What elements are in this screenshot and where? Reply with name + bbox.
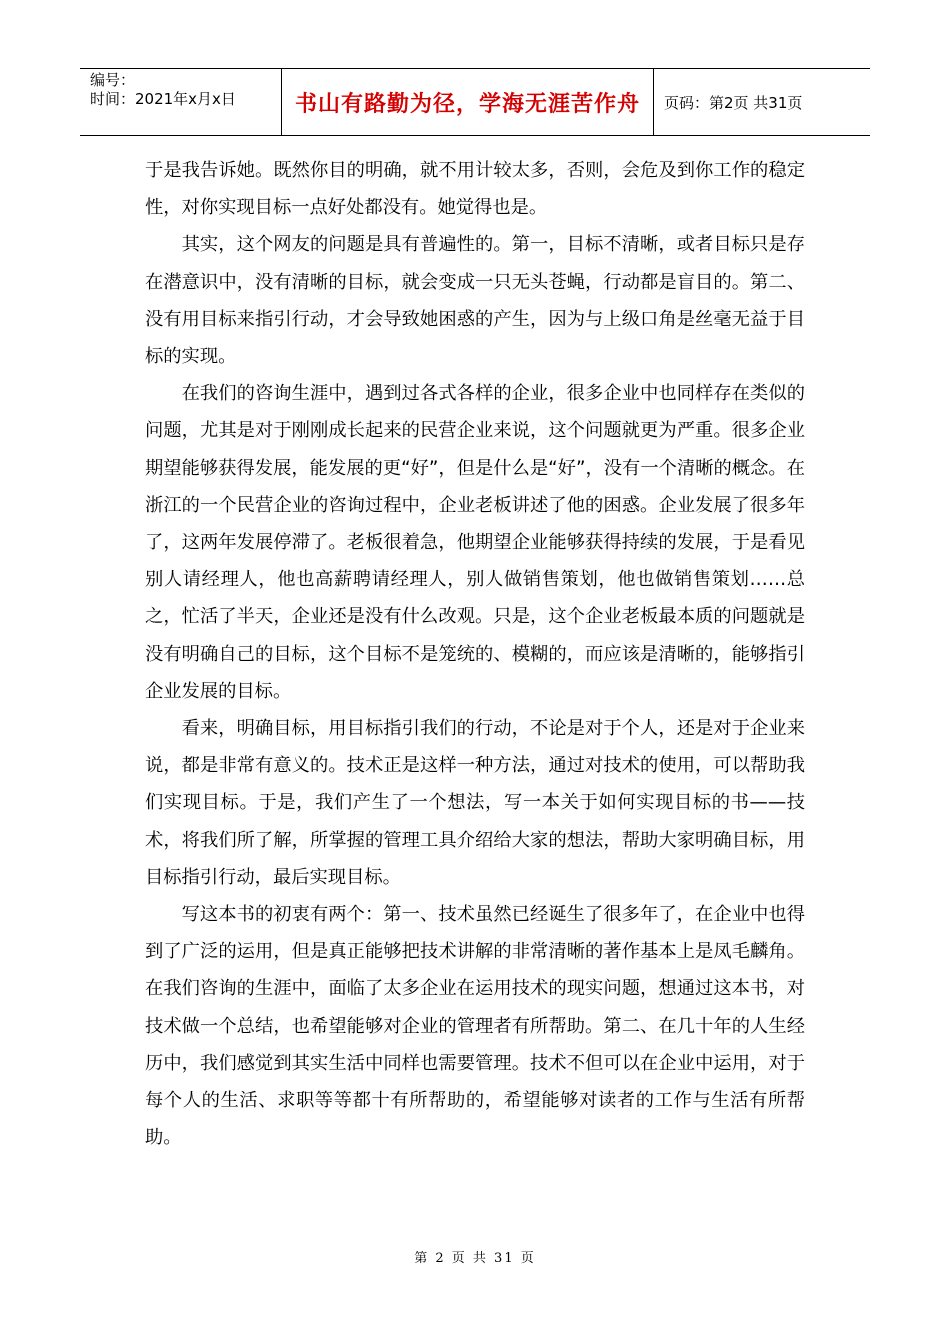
paragraph-5: 写这本书的初衷有两个：第一、技术虽然已经诞生了很多年了，在企业中也得到了广泛的运用，但是真正能够把技术讲解的非常清晰的著作基本上是凤毛麟角。在我们咨询的生涯中，面临了太多企业在运用技术的现实问题，想通过这本书，对技术做一个总结，也希望能够对企业的管理者有所帮助。第二、在几十年的人生经历中，我们感觉到其实生活中同样也需要管理。技术不但可以在企业中运用，对于每个人的生活、求职等等都十有所帮助的，希望能够对读者的工作与生活有所帮助。 [145, 904, 805, 1149]
header-motto: 书山有路勤为径，学海无涯苦作舟 [282, 69, 654, 135]
paragraph-3: 在我们的咨询生涯中，遇到过各式各样的企业，很多企业中也同样存在类似的问题，尤其是对于刚刚成长起来的民营企业来说，这个问题就更为严重。很多企业期望能够获得发展，能发展的更“好”，但是什么是“好”，没有一个清晰的概念。在浙江的一个民营企业的咨询过程中，企业老板讲述了他的困惑。企业发展了很多年了，这两年发展停滞了。老板很着急，他期望企业能够获得持续的发展，于是看见别人请经理人，他也高薪聘请经理人，别人做销售策划，他也做销售策划……总之，忙活了半天，企业还是没有什么改观。只是，这个企业老板最本质的问题就是没有明确自己的目标，这个目标不是笼统的、模糊的，而应该是清晰的，能够指引企业发展的目标。 [145, 383, 805, 702]
document-number-label: 编号： [90, 71, 136, 89]
page-header [80, 68, 870, 136]
header-meta [80, 69, 282, 135]
paragraph-1: 于是我告诉她。既然你目的明确，就不用计较太多，否则，会危及到你工作的稳定性，对你实现目标一点好处都没有。她觉得也是。 [145, 160, 805, 219]
document-body [145, 152, 805, 1156]
paragraph-2: 其实，这个网友的问题是具有普遍性的。第一，目标不清晰，或者目标只是存在潜意识中，没有清晰的目标，就会变成一只无头苍蝇，行动都是盲目的。第二、没有用目标来指引行动，才会导致她困惑的产生，因为与上级口角是丝毫无益于目标的实现。 [145, 234, 805, 368]
document-date: 时间：2021年x月x日 [90, 90, 236, 108]
page-footer: 第 2 页 共 31 页 [414, 1251, 536, 1266]
paragraph-4: 看来，明确目标，用目标指引我们的行动，不论是对于个人，还是对于企业来说，都是非常有意义的。技术正是这样一种方法，通过对技术的使用，可以帮助我们实现目标。于是，我们产生了一个想法，写一本关于如何实现目标的书——技术，将我们所了解，所掌握的管理工具介绍给大家的想法，帮助大家明确目标，用目标指引行动，最后实现目标。 [145, 718, 805, 888]
header-page-info: 页码：第2页 共31页 [664, 93, 803, 112]
